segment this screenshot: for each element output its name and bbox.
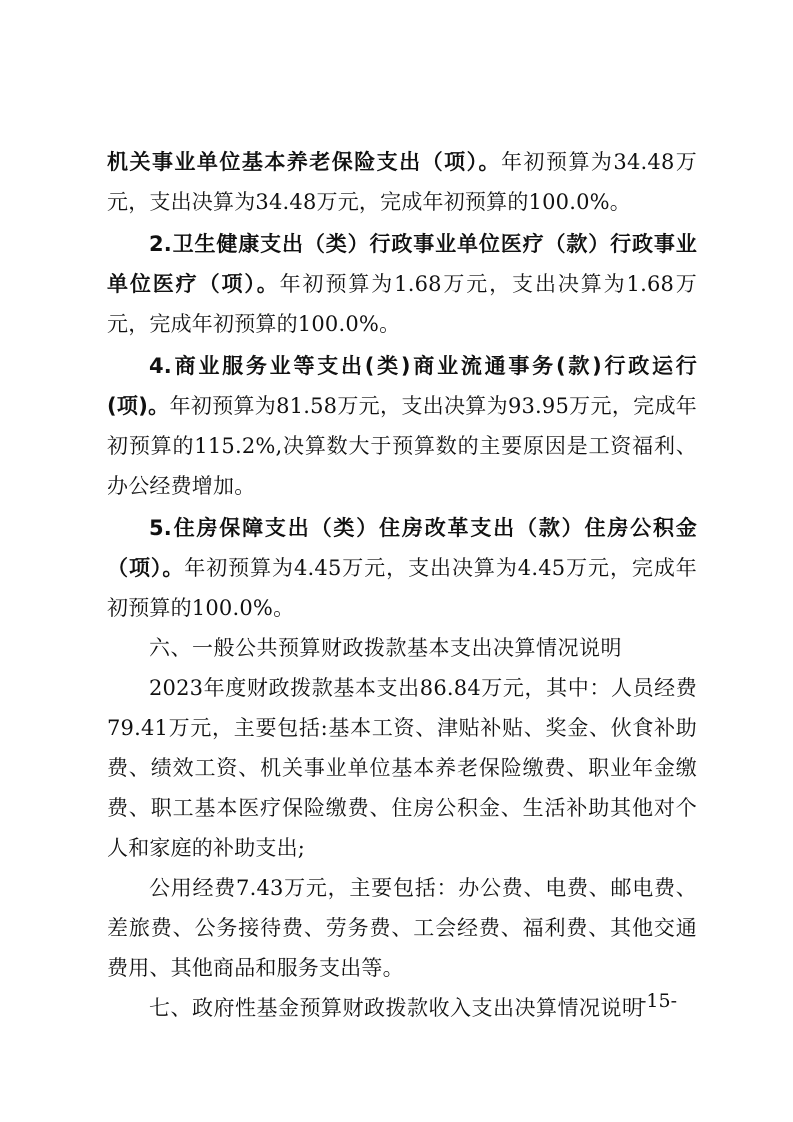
section-7-heading: 七、政府性基金预算财政拨款收入支出决算情况说明 <box>149 996 644 1020</box>
paragraph-commerce <box>107 346 697 506</box>
paragraph-housing-title: 5.住房保障支出（类）住房改革支出（款）住房公积金（项）。 <box>107 516 697 580</box>
paragraph-commerce-title: 4.商业服务业等支出(类)商业流通事务(款)行政运行(项)。 <box>107 354 697 418</box>
paragraph-pension-title: 机关事业单位基本养老保险支出（项）。 <box>107 150 502 174</box>
paragraph-pension <box>107 142 697 222</box>
document-body <box>107 142 697 1028</box>
paragraph-housing <box>107 508 697 628</box>
paragraph-housing-text: 年初预算为4.45万元，支出决算为4.45万元，完成年初预算的100.0%。 <box>107 556 697 620</box>
paragraph-commerce-text: 年初预算为81.58万元，支出决算为93.95万元，完成年初预算的115.2%,决算数大于预算数的主要原因是工资福利、办公经费增加。 <box>107 394 697 498</box>
section-6-heading: 六、一般公共预算财政拨款基本支出决算情况说明 <box>149 636 622 660</box>
paragraph-pension-text: 年初预算为34.48万元，支出决算为34.48万元，完成年初预算的100.0%。 <box>107 150 697 214</box>
section-6-paragraph-2: 公用经费7.43万元，主要包括：办公费、电费、邮电费、差旅费、公务接待费、劳务费、工会经费、福利费、其他交通费用、其他商品和服务支出等。 <box>107 876 697 980</box>
paragraph-health-text: 年初预算为1.68万元，支出决算为1.68万元，完成年初预算的100.0%。 <box>107 272 697 336</box>
section-6-paragraph-1: 2023年度财政拨款基本支出86.84万元，其中：人员经费79.41万元，主要包括:基本工资、津贴补贴、奖金、伙食补助费、绩效工资、机关事业单位基本养老保险缴费、职业年金缴费、职工基本医疗保险缴费、住房公积金、生活补助其他对个人和家庭的补助支出; <box>107 676 697 860</box>
paragraph-health <box>107 224 697 344</box>
paragraph-health-title: 2.卫生健康支出（类）行政事业单位医疗（款）行政事业单位医疗（项）。 <box>107 232 697 296</box>
page-number: -15- <box>640 990 678 1012</box>
